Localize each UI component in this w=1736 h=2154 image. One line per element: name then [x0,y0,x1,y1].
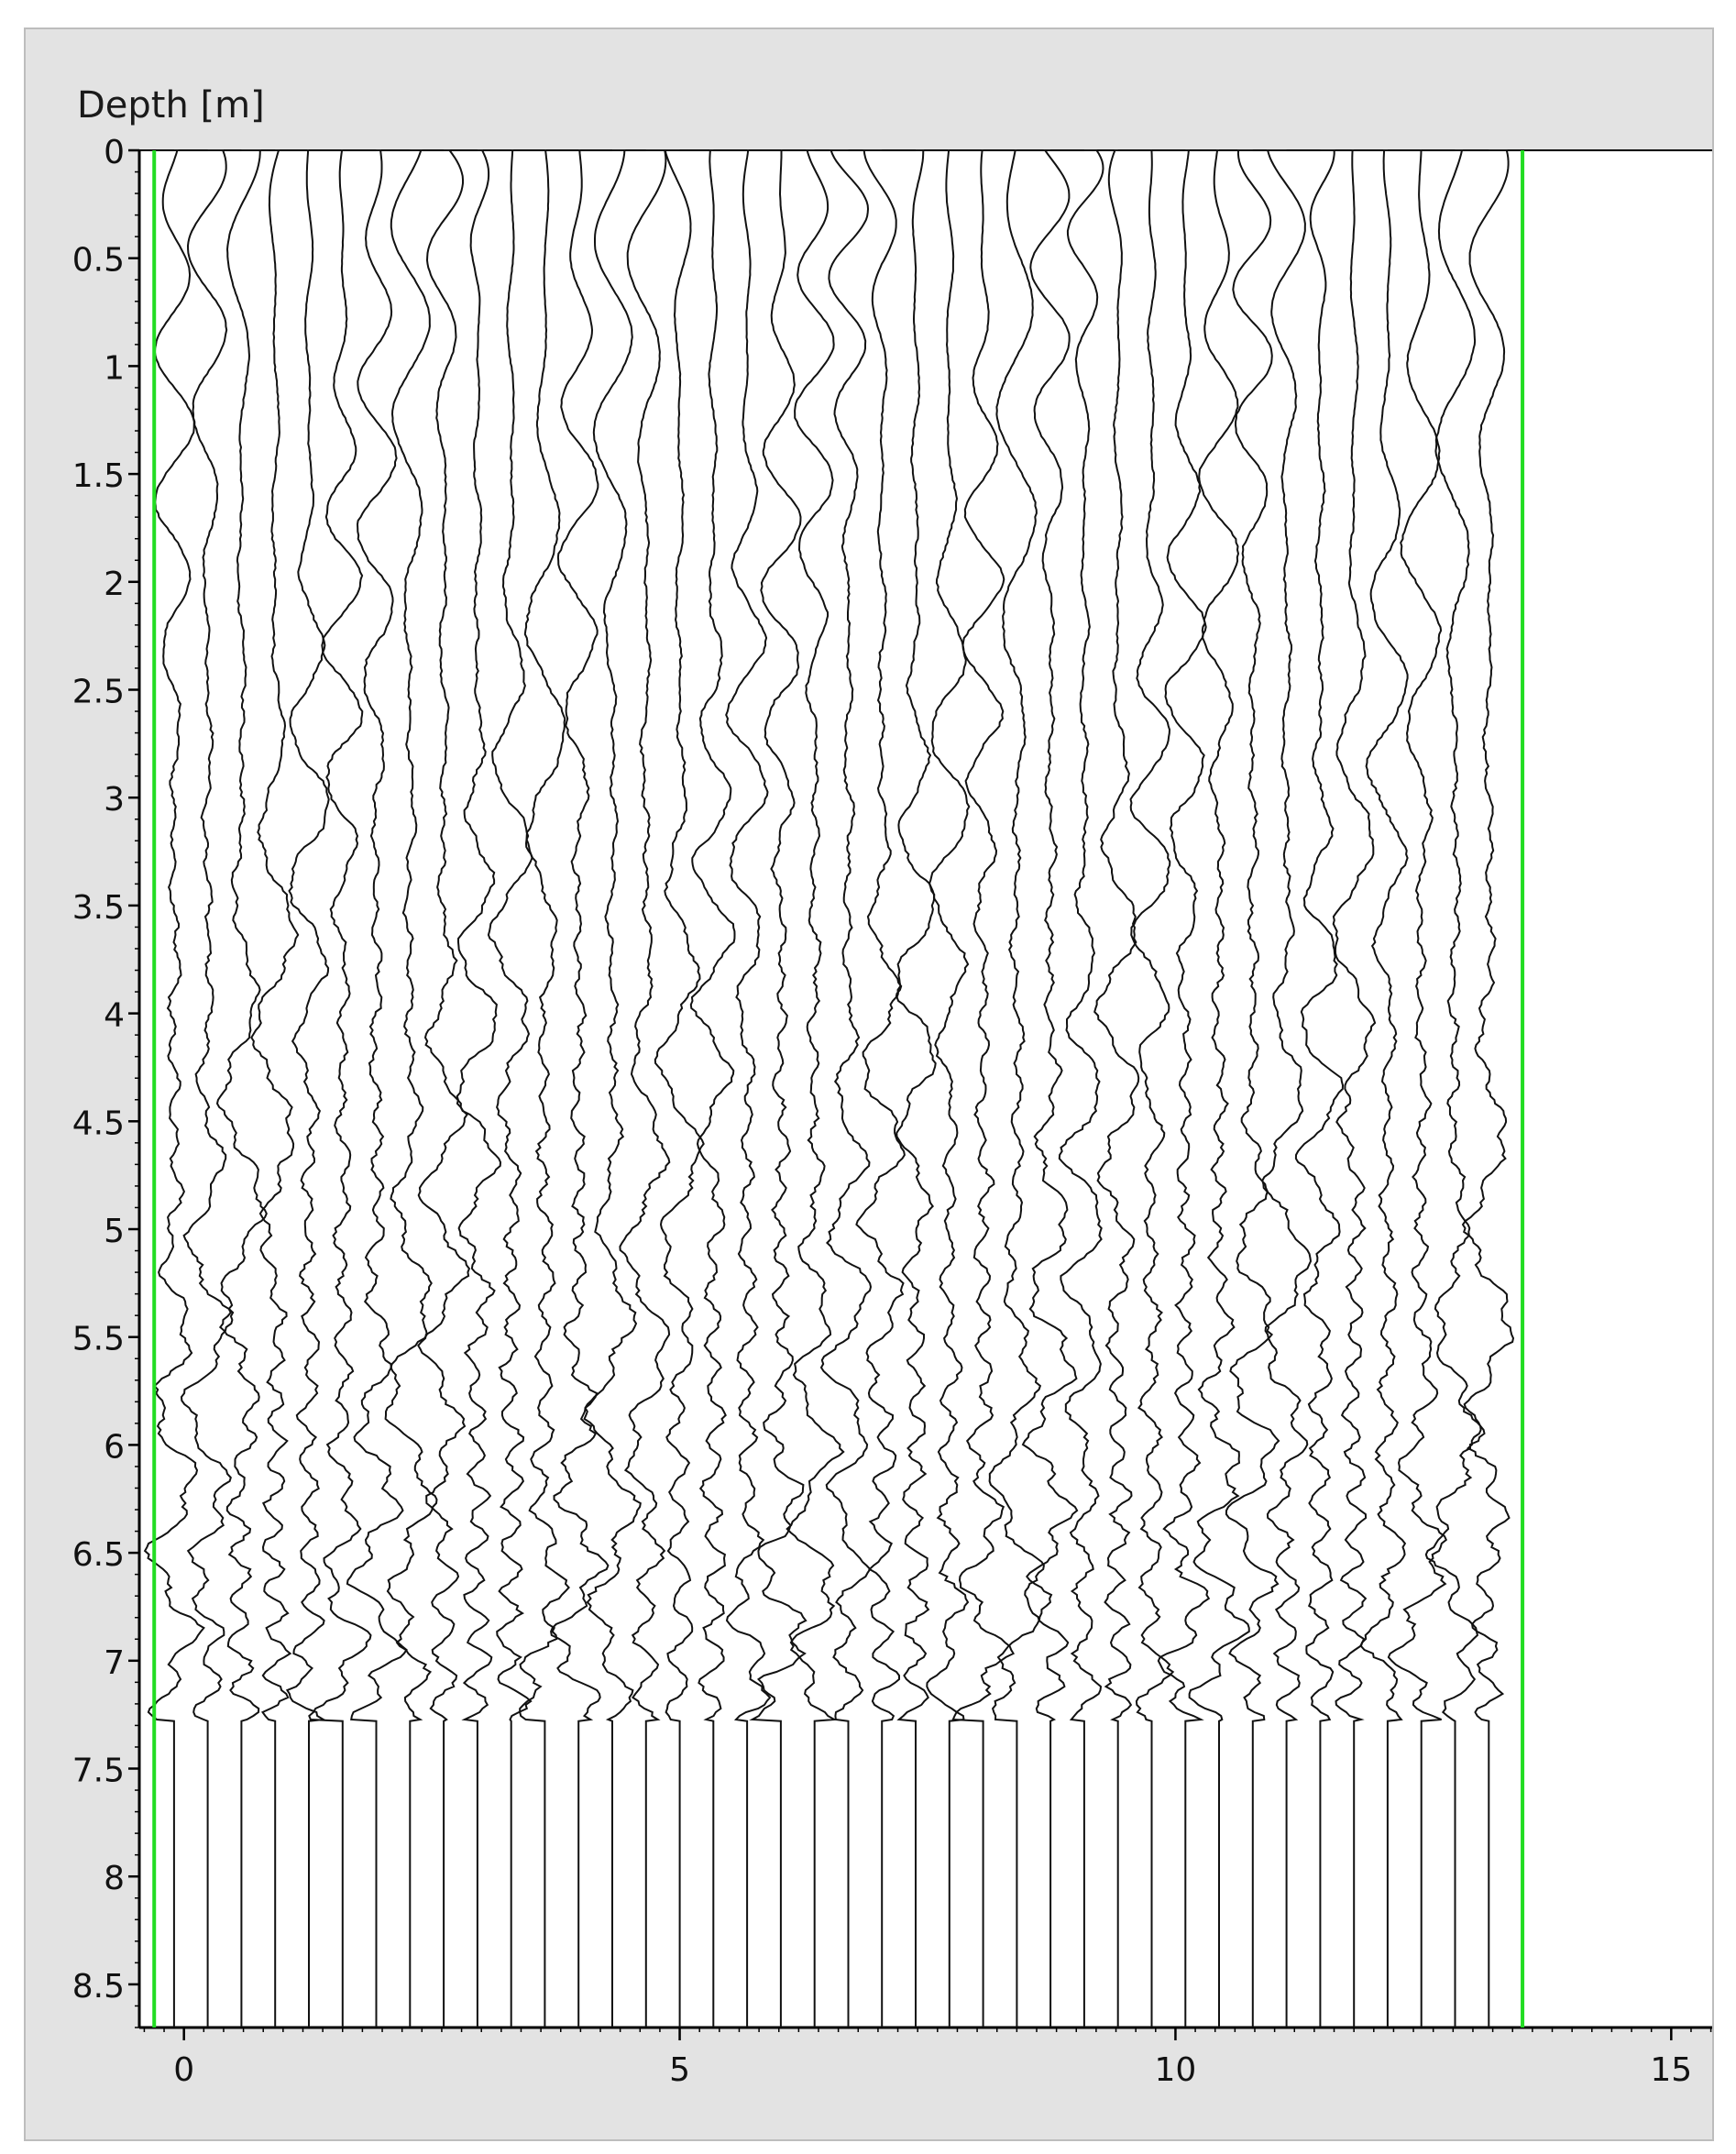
y-tick-label: 3 [104,781,125,819]
y-axis-label: Depth [m] [77,84,265,126]
y-tick-label: 0.5 [71,241,125,280]
radargram-plot [26,29,1712,2139]
y-tick-label: 0 [104,134,125,171]
y-tick-label: 1 [104,349,125,388]
y-tick-label: 5 [104,1213,125,1251]
y-tick-label: 2 [104,565,125,603]
x-tick-label: 15 [1650,2051,1693,2089]
chart-panel [24,27,1714,2141]
x-tick-label: 0 [173,2051,195,2089]
y-tick-label: 7 [104,1643,125,1682]
y-tick-label: 6 [104,1428,125,1467]
y-tick-label: 5.5 [71,1320,125,1358]
x-tick-label: 10 [1154,2051,1197,2089]
x-tick-label: 5 [669,2051,691,2089]
y-tick-label: 8 [104,1860,125,1898]
y-tick-label: 2.5 [71,673,125,711]
y-tick-label: 1.5 [71,457,125,496]
y-tick-label: 8.5 [71,1967,125,2006]
y-tick-label: 6.5 [71,1536,125,1575]
plot-area [139,150,1712,2028]
y-tick-label: 4.5 [71,1104,125,1143]
y-tick-label: 4 [104,996,125,1035]
y-tick-label: 7.5 [71,1752,125,1790]
y-tick-label: 3.5 [71,888,125,927]
